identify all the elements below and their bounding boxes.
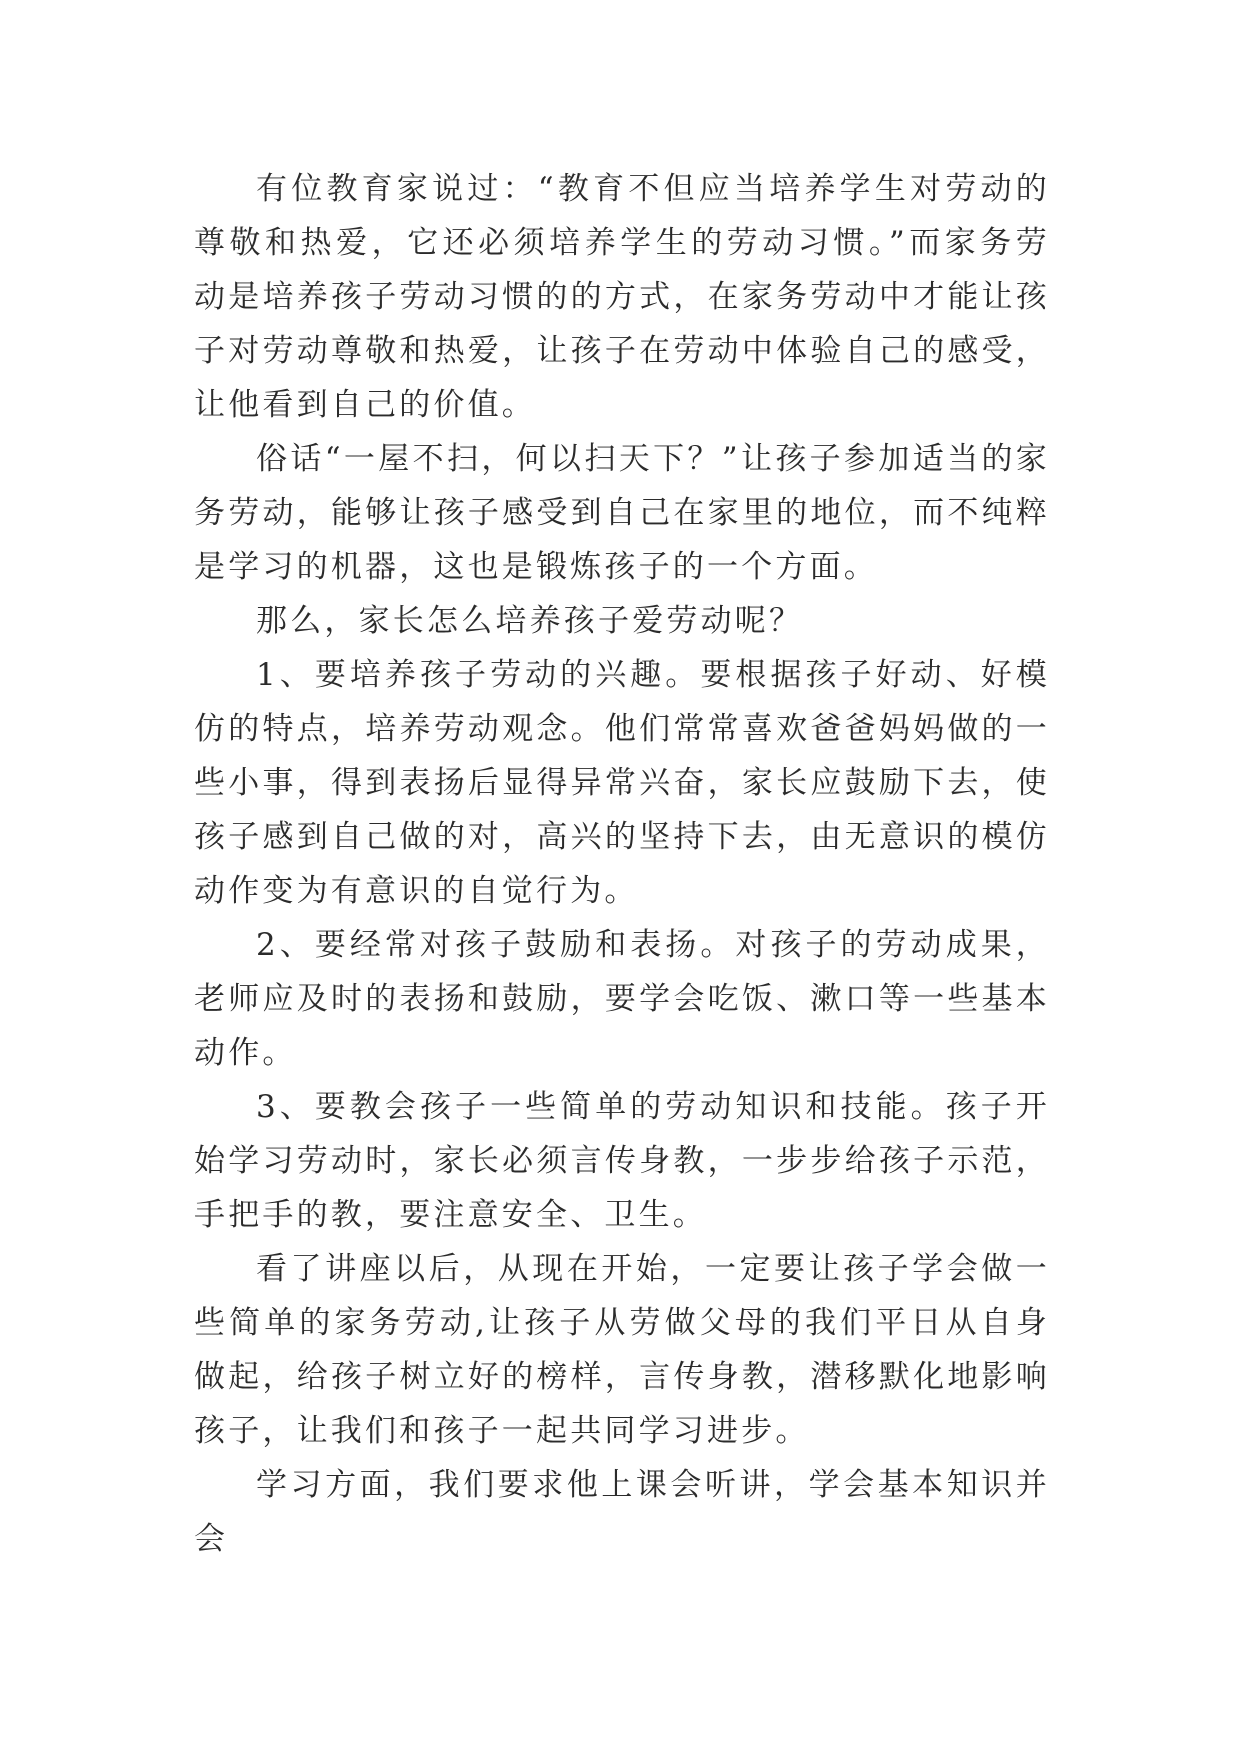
paragraph-7: 看了讲座以后，从现在开始，一定要让孩子学会做一些简单的家务劳动,让孩子从劳做父母的我们平日从自身做起，给孩子树立好的榜样，言传身教，潜移默化地影响孩子，让我们和孩子一起共同学习进步。 <box>194 1251 1050 1449</box>
paragraph-6: 3、要教会孩子一些简单的劳动知识和技能。孩子开始学习劳动时，家长必须言传身教，一步步给孩子示范，手把手的教，要注意安全、卫生。 <box>194 1089 1050 1233</box>
document-body <box>194 162 1050 1566</box>
paragraph-8: 学习方面，我们要求他上课会听讲，学会基本知识并会 <box>194 1467 1050 1557</box>
paragraph-3: 那么，家长怎么培养孩子爱劳动呢？ <box>256 603 804 639</box>
paragraph-2: 俗话“一屋不扫，何以扫天下？”让孩子参加适当的家务劳动，能够让孩子感受到自己在家里的地位，而不纯粹是学习的机器，这也是锻炼孩子的一个方面。 <box>194 441 1050 585</box>
paragraph-5: 2、要经常对孩子鼓励和表扬。对孩子的劳动成果，老师应及时的表扬和鼓励，要学会吃饭、漱口等一些基本动作。 <box>194 927 1050 1071</box>
paragraph-1: 有位教育家说过：“教育不但应当培养学生对劳动的尊敬和热爱，它还必须培养学生的劳动习惯。”而家务劳动是培养孩子劳动习惯的的方式，在家务劳动中才能让孩子对劳动尊敬和热爱，让孩子在劳动中体验自己的感受，让他看到自己的价值。 <box>194 171 1050 423</box>
paragraph-4: 1、要培养孩子劳动的兴趣。要根据孩子好动、好模仿的特点，培养劳动观念。他们常常喜欢爸爸妈妈做的一些小事，得到表扬后显得异常兴奋，家长应鼓励下去，使孩子感到自己做的对，高兴的坚持下去，由无意识的模仿动作变为有意识的自觉行为。 <box>194 657 1050 909</box>
